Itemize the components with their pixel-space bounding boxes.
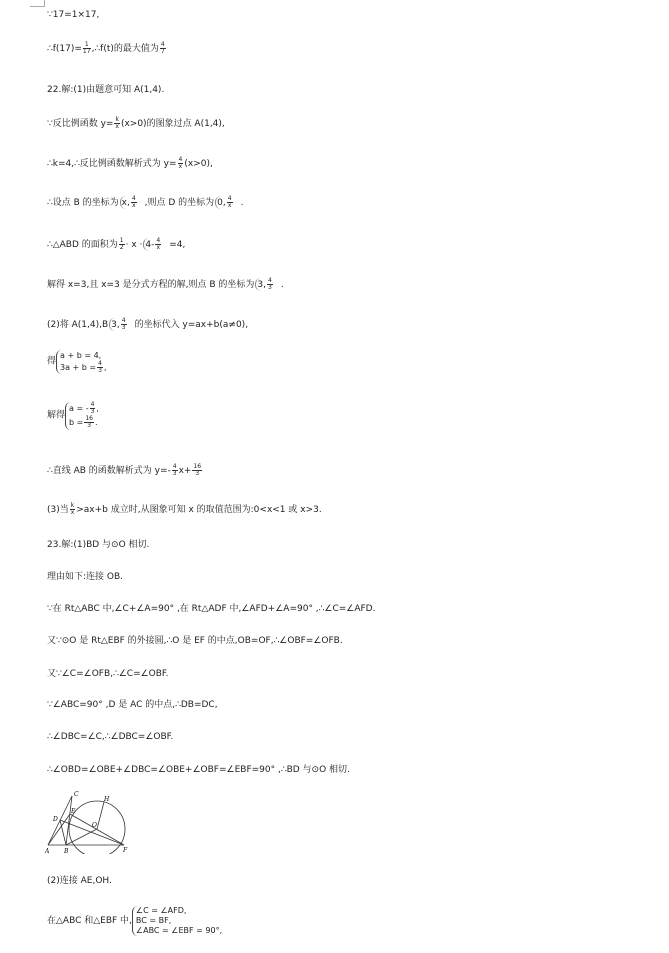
label-d: D bbox=[53, 816, 58, 823]
solution-line: ∵在 Rt△ABC 中,∠C+∠A=90° ,在 Rt△ADF 中,∠AFD+∠A=90° ,∴∠C=∠AFD. bbox=[47, 604, 376, 614]
label-f: F bbox=[123, 847, 128, 854]
label-b: B bbox=[64, 848, 69, 854]
label-o: O bbox=[92, 822, 97, 829]
solution-line: ∴∠DBC=∠C,∴∠DBC=∠OBF. bbox=[47, 732, 174, 742]
page-corner-mark bbox=[30, 0, 45, 7]
segment-oh bbox=[97, 802, 104, 829]
geometry-figure bbox=[44, 790, 130, 854]
equation-system: 解得a = - $\frac{4}{3}$ , b = $\frac{16}{3}$ . bbox=[47, 401, 99, 429]
solution-line: ∴设点 B 的坐标为 x, $\frac{4}{x}$ ,则点 D 的坐标为 0, $\frac{4}{x}$ . bbox=[47, 195, 244, 209]
label-e: E bbox=[71, 808, 76, 815]
solution-line: (2)将 A(1,4),B 3, $\frac{4}{3}$ 的坐标代入 y=ax+b(a≠0), bbox=[47, 317, 249, 331]
segment-ob bbox=[66, 829, 97, 845]
solution-line: 又∵∠C=∠OFB,∴∠C=∠OBF. bbox=[47, 669, 169, 679]
solution-line: 22.解:(1)由题意可知 A(1,4). bbox=[47, 85, 165, 95]
solution-line: ∵∠ABC=90° ,D 是 AC 的中点,∴DB=DC, bbox=[47, 700, 218, 710]
segment-ef bbox=[70, 814, 124, 845]
equation-system: 得a + b = 4, 3a + b = $\frac{4}{3}$ , bbox=[47, 351, 107, 374]
solution-line: 又∵⊙O 是 Rt△EBF 的外接圆,∴O 是 EF 的中点,OB=OF,∴∠OBF=∠OFB. bbox=[47, 636, 343, 646]
solution-line: 23.解:(1)BD 与⊙O 相切. bbox=[47, 540, 150, 550]
solution-line: (3)当 $\frac{k}{x}$ >ax+b 成立时,从图象可知 x 的取值范围为:0<x<1 或 x>3. bbox=[47, 502, 322, 516]
solution-line: ∵反比例函数 y= $\frac{k}{x}$ (x>0)的图象过点 A(1,4), bbox=[47, 116, 225, 130]
segment-bc bbox=[66, 796, 72, 845]
label-h: H bbox=[104, 796, 110, 803]
solution-line: ∴k=4,∴反比例函数解析式为 y= $\frac{4}{x}$ (x>0), bbox=[47, 156, 213, 170]
solution-line: ∴f(17)= $\frac{1}{17}$ ,∴f(t)的最大值为 $\frac{4}{7}$ bbox=[47, 41, 165, 55]
solution-line: ∴直线 AB 的函数解析式为 y=- $\frac{4}{3}$ x+ $\frac{16}{3}$ bbox=[47, 463, 202, 477]
solution-line: ∵17=1×17, bbox=[47, 10, 100, 20]
solution-line: 理由如下:连接 OB. bbox=[47, 572, 124, 582]
label-c: C bbox=[74, 791, 79, 798]
label-a: A bbox=[45, 848, 50, 854]
solution-line: 解得 x=3,且 x=3 是分式方程的解,则点 B 的坐标为 3, $\frac{4}{3}$ . bbox=[47, 277, 284, 291]
equation-system: 在△ABC 和△EBF 中,∠C = ∠AFD, BC = BF, ∠ABC = ∠EBF = 90°, bbox=[47, 906, 223, 935]
solution-line: ∴∠OBD=∠OBE+∠DBC=∠OBE+∠OBF=∠EBF=90° ,∴BD 与⊙O 相切. bbox=[47, 765, 350, 775]
solution-line: ∴△ABD 的面积为 $\frac{1}{2}$ · x · 4- $\frac{4}{x}$ =4, bbox=[47, 237, 186, 251]
solution-line: (2)连接 AE,OH. bbox=[47, 876, 112, 886]
